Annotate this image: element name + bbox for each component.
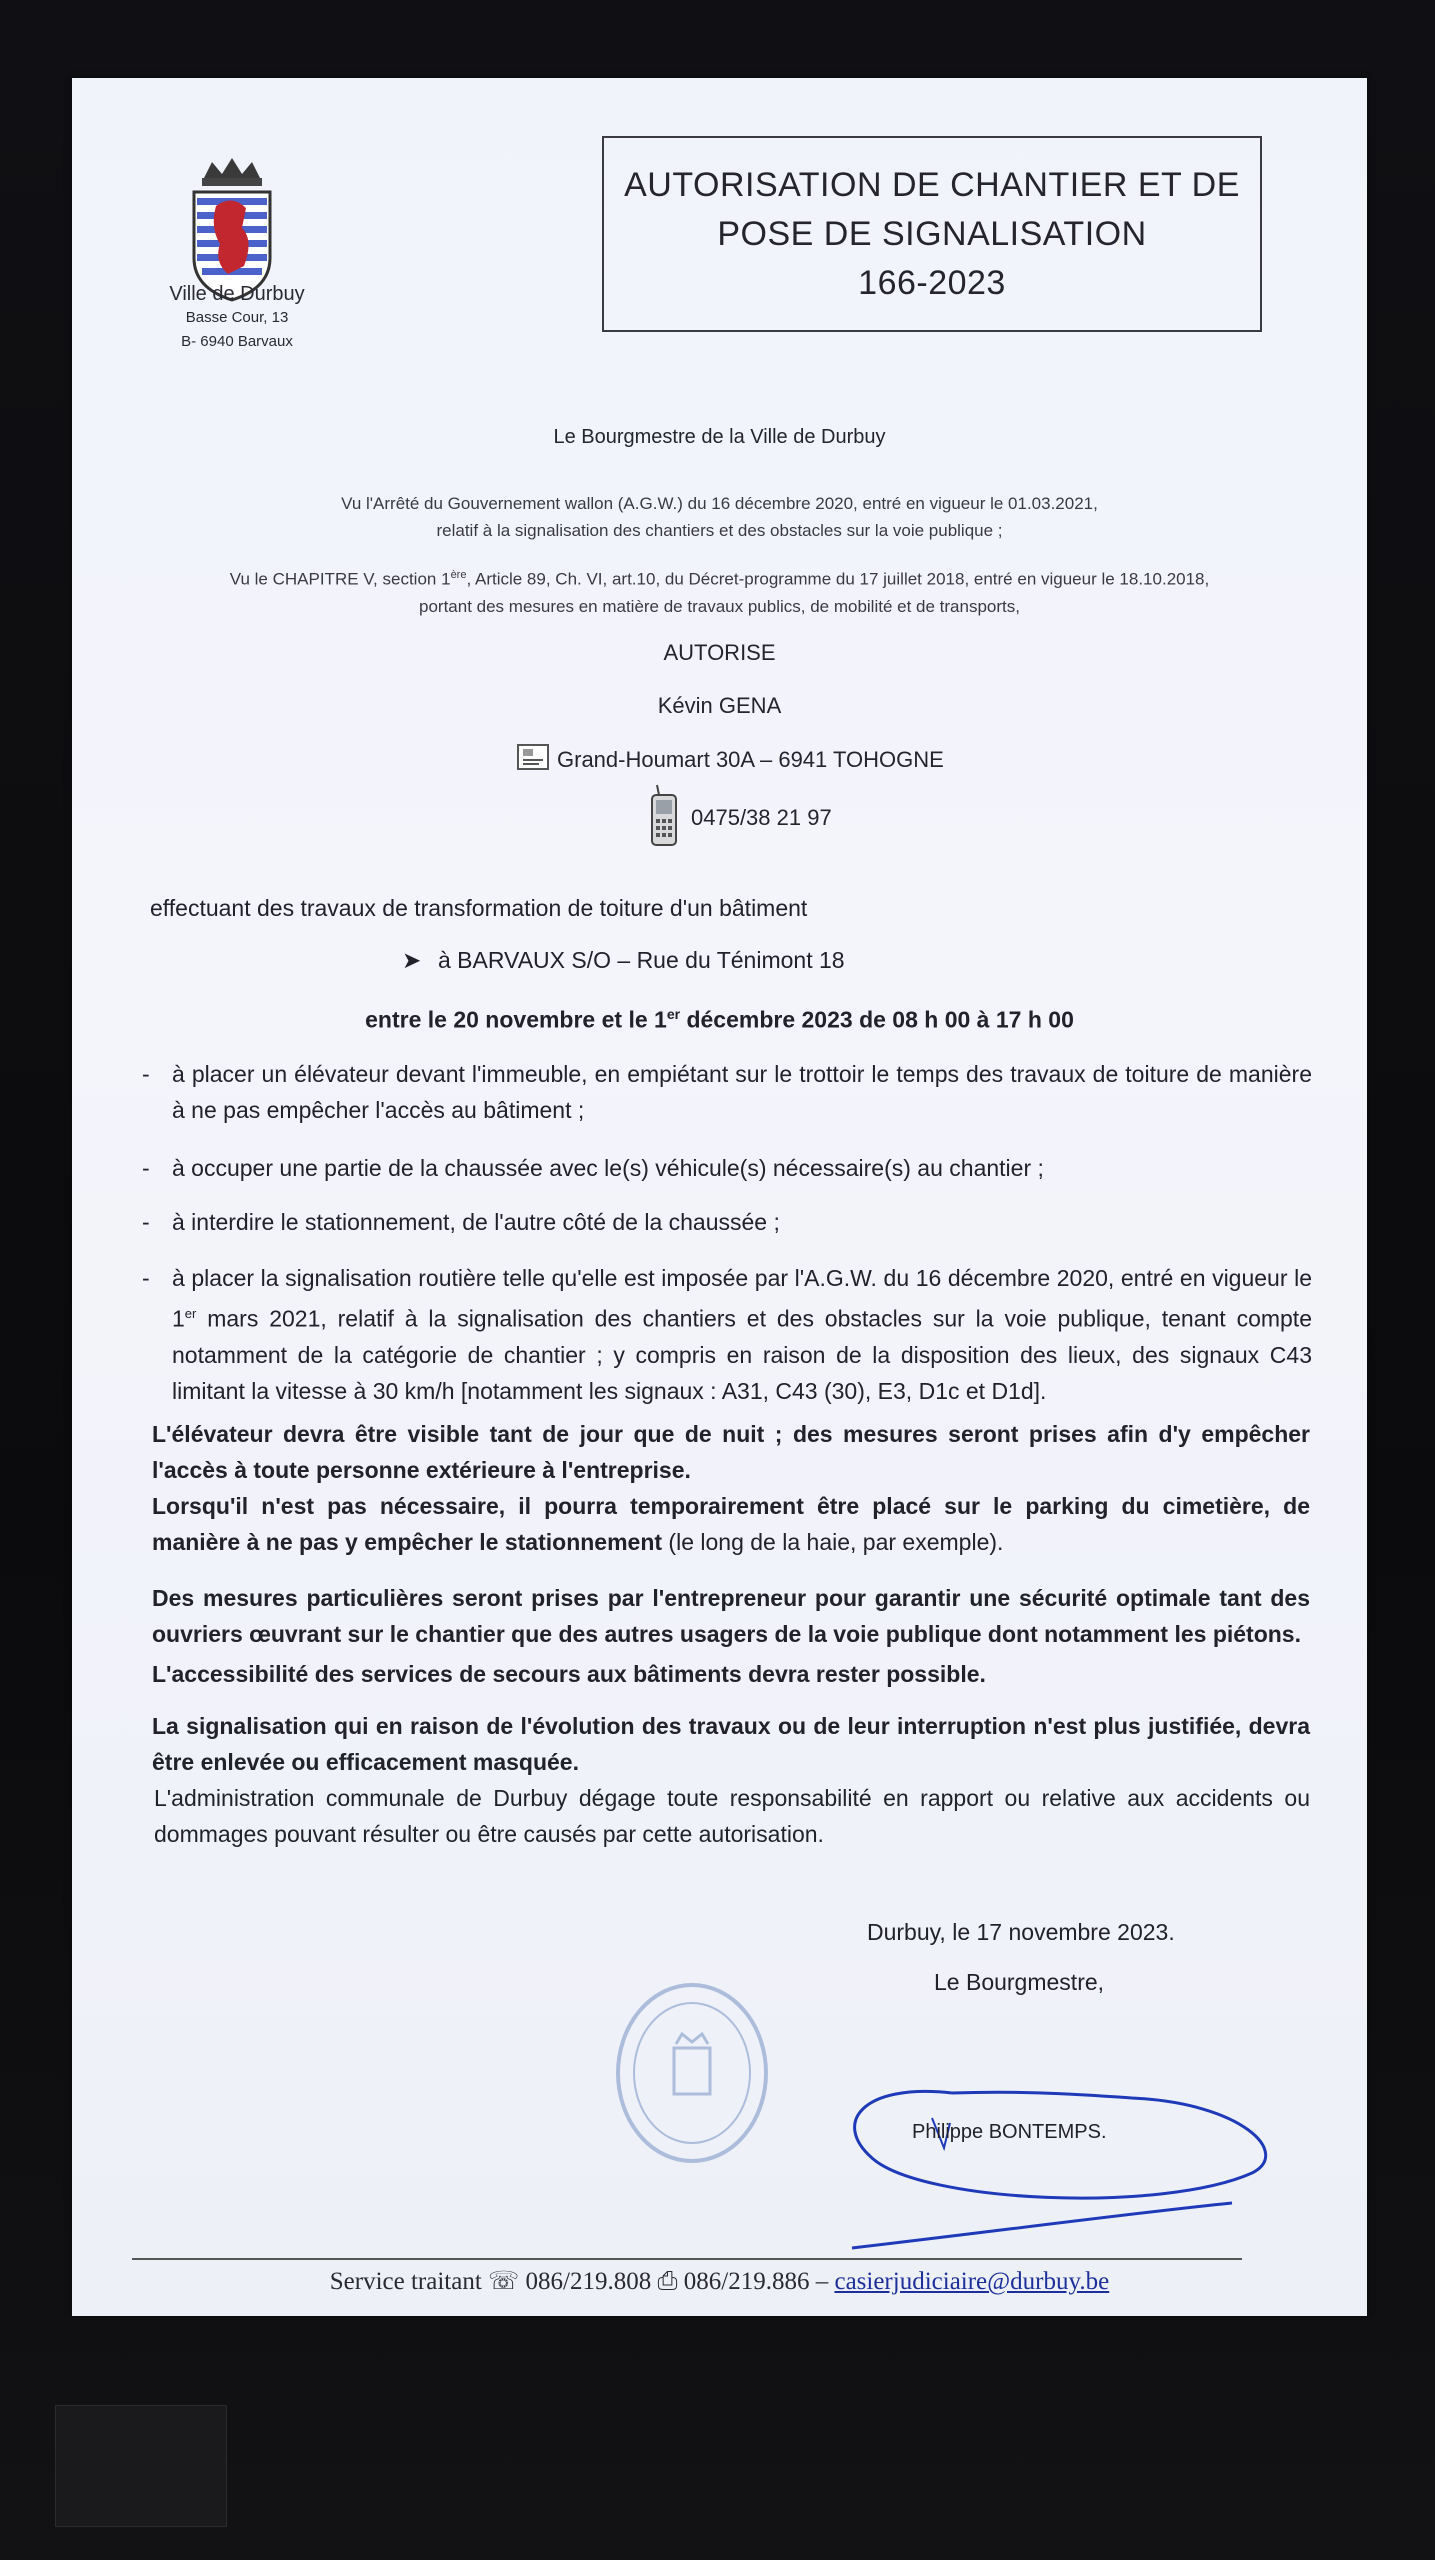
authorized-phone: 0475/38 21 97 (691, 805, 832, 830)
legal-basis-2-line2: portant des mesures en matière de travaux publics, de mobilité et de transports, (419, 596, 1020, 616)
issuer: Le Bourgmestre de la Ville de Durbuy (553, 426, 886, 448)
city-address-line2: B- 6940 Barvaux (181, 333, 293, 350)
work-period-sup: er (666, 1006, 681, 1022)
fax-icon: ⎙ (657, 2268, 678, 2295)
authorized-phone-row (647, 783, 947, 853)
work-period (72, 996, 1367, 1038)
work-location-row (402, 942, 1102, 978)
authorized-person: Kévin GENA (657, 693, 782, 718)
footer-label: Service traitant (329, 2268, 482, 2295)
title-line1: AUTORISATION DE CHANTIER ET DE (624, 165, 1240, 204)
legal-basis-2-sup: ère (450, 569, 467, 581)
legal-basis-1 (72, 490, 1367, 544)
item-dash: - (142, 1265, 150, 1291)
background-object (55, 2405, 227, 2527)
signatory-role: Le Bourgmestre, (934, 1969, 1105, 1995)
legal-basis-2-pre: Vu le CHAPITRE V, section 1 (229, 569, 451, 589)
item-dash: - (142, 1209, 150, 1235)
legal-basis-1-line1: Vu l'Arrêté du Gouvernement wallon (A.G.W.) du 16 décembre 2020, entré en vigueur le 01.03.2021, (341, 494, 1098, 513)
authorize-verb: AUTORISE (663, 640, 776, 665)
official-stamp-icon (612, 1978, 772, 2168)
item-text: à interdire le stationnement, de l'autre côté de la chaussée ; (172, 1209, 780, 1235)
legal-basis-2 (72, 562, 1367, 620)
item-4-sup: er (184, 1306, 197, 1321)
work-period-pre: entre le 20 novembre et le 1 (365, 1006, 667, 1033)
authorization-item-3 (142, 1204, 1312, 1240)
item-text: à placer un élévateur devant l'immeuble, en empiétant sur le trottoir le temps des travaux de toiture de manière à ne pas empêcher l'accès au bâtiment ; (172, 1061, 1312, 1123)
condition-safety: Des mesures particulières seront prises par l'entrepreneur pour garantir une sécurité optimale tant des ouvriers œuvrant sur le chantier que des autres usagers de la voie publique dont notamment les piétons. (152, 1585, 1310, 1647)
authorization-item-2 (142, 1150, 1312, 1186)
work-location: à BARVAUX S/O – Rue du Ténimont 18 (438, 947, 845, 973)
arrow-bullet-icon: ➤ (402, 947, 422, 973)
item-dash: - (142, 1155, 150, 1181)
authorization-item-4 (142, 1260, 1312, 1409)
condition-visibility: L'élévateur devra être visible tant de jour que de nuit ; des mesures seront prises afin d'y empêcher l'accès à toute personne extérieure à l'entreprise. (152, 1421, 1310, 1483)
telephone-icon: ☏ (488, 2268, 520, 2295)
footer-divider (132, 2258, 1242, 2260)
legal-basis-1-line2: relatif à la signalisation des chantiers et des obstacles sur la voie publique ; (436, 521, 1003, 540)
condition-emergency: L'accessibilité des services de secours aux bâtiments devra rester possible. (152, 1661, 986, 1687)
condition-parking-bold: Lorsqu'il n'est pas nécessaire, il pourra temporairement être placé sur le parking du cimetière, de manière à ne pas y empêcher le stationnement (152, 1493, 1310, 1555)
condition-parking (152, 1488, 1310, 1560)
item-text (172, 1260, 1312, 1409)
city-block (122, 283, 352, 354)
legal-basis-2-post: , Article 89, Ch. VI, art.10, du Décret-programme du 17 juillet 2018, entré en vigueur le 18.10.2018, (466, 569, 1210, 589)
document-page (72, 78, 1367, 2316)
signatory-name: Philippe BONTEMPS. (912, 2121, 1107, 2143)
place-date: Durbuy, le 17 novembre 2023. (867, 1919, 1175, 1945)
document-title-box (602, 136, 1262, 332)
authorized-address: Grand-Houmart 30A – 6941 TOHOGNE (557, 747, 944, 772)
city-name: Ville de Durbuy (169, 283, 305, 305)
authorized-address-row (517, 744, 1077, 773)
authorization-item-1 (142, 1056, 1312, 1128)
footer-phone: 086/219.808 (525, 2268, 652, 2295)
title-number: 166-2023 (858, 263, 1006, 302)
footer (72, 2266, 1367, 2296)
item-4-part1: à placer la signalisation routière telle qu'elle est imposée par l'A.G.W. du 16 décembre 2020, entré en vigueur le 1 (172, 1265, 1312, 1332)
work-description: effectuant des travaux de transformation de toiture d'un bâtiment (150, 895, 808, 921)
item-text: à occuper une partie de la chaussée avec le(s) véhicule(s) nécessaire(s) au chantier ; (172, 1155, 1044, 1181)
item-4-part2: mars 2021, relatif à la signalisation des chantiers et des obstacles sur la voie publique, tenant compte notamment de la catégorie de chantier ; y compris en raison de la disposition des lieux, des signaux C43 limitant la vitesse à 30 km/h [notamment les signaux : A31, C43 (30), E3, D1c et D1d]. (172, 1305, 1312, 1404)
title-line2: POSE DE SIGNALISATION (717, 214, 1147, 253)
disclaimer: L'administration communale de Durbuy dégage toute responsabilité en rapport ou relative aux accidents ou dommages pouvant résulter ou être causés par cette autorisation. (154, 1785, 1310, 1847)
city-address-line1: Basse Cour, 13 (185, 309, 289, 326)
footer-fax: 086/219.886 (683, 2268, 810, 2295)
condition-parking-normal: (le long de la haie, par exemple). (662, 1529, 1004, 1555)
footer-separator: – (815, 2268, 829, 2295)
mailbox-icon (517, 744, 549, 770)
condition-removal: La signalisation qui en raison de l'évolution des travaux ou de leur interruption n'est plus justifiée, devra être enlevée ou efficacement masquée. (152, 1713, 1310, 1775)
mobile-phone-icon (647, 783, 681, 847)
work-period-post: décembre 2023 de 08 h 00 à 17 h 00 (680, 1006, 1074, 1033)
signature-scribble (832, 2063, 1282, 2253)
item-dash: - (142, 1061, 150, 1087)
footer-email-link[interactable]: casierjudiciaire@durbuy.be (834, 2268, 1110, 2295)
